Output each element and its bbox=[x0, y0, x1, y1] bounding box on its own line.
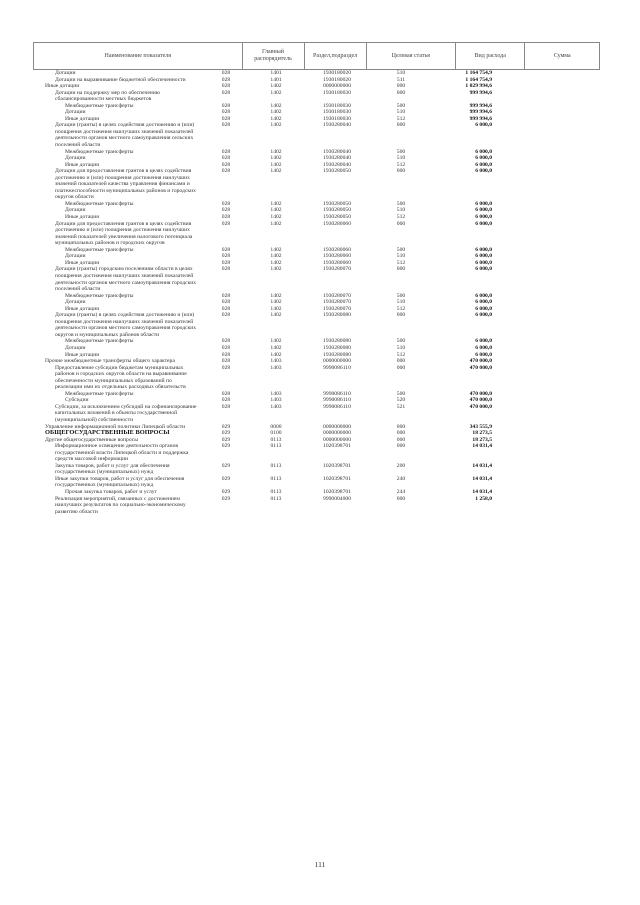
row-name: Иные дотации bbox=[65, 161, 100, 168]
row-section: 1402 bbox=[270, 214, 282, 221]
row-main-manager: 028 bbox=[221, 358, 231, 365]
row-target-article: 9990004000 bbox=[323, 495, 351, 502]
table-row bbox=[33, 122, 600, 148]
row-main-manager: 028 bbox=[221, 292, 231, 299]
table-row bbox=[33, 443, 600, 463]
row-main-manager: 028 bbox=[221, 305, 231, 312]
row-expense-type: 510 bbox=[396, 253, 406, 260]
row-target-article: 1930280070 bbox=[323, 299, 351, 306]
row-main-manager: 028 bbox=[221, 76, 231, 83]
row-section: 1401 bbox=[270, 70, 282, 76]
row-target-article: 1930280060 bbox=[323, 253, 351, 260]
row-target-article: 1930280080 bbox=[323, 344, 351, 351]
row-name: Иные дотации bbox=[65, 115, 100, 122]
table-row bbox=[33, 168, 600, 201]
row-main-manager: 029 bbox=[221, 430, 231, 437]
row-target-article: 1930280080 bbox=[323, 351, 351, 358]
row-sum: 470 000,0 bbox=[469, 358, 492, 365]
row-name: Иные дотации bbox=[65, 351, 100, 358]
row-sum: 999 994,6 bbox=[469, 89, 492, 96]
row-target-article: 1930280050 bbox=[323, 207, 351, 214]
row-expense-type: 510 bbox=[396, 299, 406, 306]
row-section: 0113 bbox=[270, 475, 282, 482]
row-name: Управление информационной политики Липецкой области bbox=[45, 423, 186, 430]
row-sum: 6 000,0 bbox=[475, 259, 492, 266]
row-section: 1402 bbox=[270, 155, 282, 162]
row-section: 1402 bbox=[270, 122, 282, 129]
row-name: Межбюджетные трансферты bbox=[65, 200, 134, 207]
row-expense-type: 512 bbox=[396, 161, 406, 168]
row-name: Дотации bbox=[55, 70, 76, 76]
row-name: Предоставление субсидии бюджетам муниципальных районов и городских округов области на выравнивание обеспеченности муниципальных образований по реализации ими их отдельных расходных обязательств bbox=[55, 364, 187, 391]
row-section: 1402 bbox=[270, 161, 282, 168]
row-target-article: 9990086110 bbox=[323, 403, 351, 410]
row-expense-type: 512 bbox=[396, 214, 406, 221]
row-expense-type: 500 bbox=[396, 246, 406, 253]
row-section: 0113 bbox=[270, 462, 282, 469]
row-main-manager: 028 bbox=[221, 220, 231, 227]
row-expense-type: 521 bbox=[396, 403, 406, 410]
row-sum: 6 000,0 bbox=[475, 155, 492, 162]
row-expense-type: 512 bbox=[396, 115, 406, 122]
row-sum: 14 031,4 bbox=[472, 489, 492, 495]
row-name: Межбюджетные трансферты bbox=[65, 102, 134, 109]
row-name: Дотации bbox=[65, 344, 86, 351]
row-expense-type: 000 bbox=[396, 220, 406, 227]
row-sum: 6 000,0 bbox=[475, 351, 492, 358]
row-main-manager: 028 bbox=[221, 403, 231, 410]
row-main-manager: 029 bbox=[221, 436, 231, 443]
table-row bbox=[33, 404, 600, 424]
row-target-article: 1930180020 bbox=[323, 76, 351, 83]
row-section: 1402 bbox=[270, 253, 282, 260]
header-section: Раздел,подраздел bbox=[304, 43, 366, 70]
row-main-manager: 028 bbox=[221, 109, 231, 116]
row-expense-type: 510 bbox=[396, 155, 406, 162]
row-main-manager: 028 bbox=[221, 214, 231, 221]
row-sum: 6 000,0 bbox=[475, 161, 492, 168]
row-sum: 6 000,0 bbox=[475, 299, 492, 306]
row-sum: 1 164 754,9 bbox=[465, 76, 492, 83]
row-sum: 343 555,9 bbox=[469, 423, 492, 430]
row-sum: 6 000,0 bbox=[475, 246, 492, 253]
row-section: 1403 bbox=[270, 390, 282, 397]
row-name: Реализация мероприятий, связанных с достижением наилучших результатов по социально-экономическому развитию области bbox=[55, 495, 186, 515]
row-name: Дотации для предоставления грантов в целях содействия достижению и (или) поощрения достижения наилучших значений показателей качества управления финансами и платежеспособности муниципальных районов и городских округов области bbox=[55, 168, 196, 201]
row-main-manager: 029 bbox=[221, 443, 231, 450]
row-section: 1402 bbox=[270, 305, 282, 312]
table-row bbox=[33, 365, 600, 391]
row-section: 1402 bbox=[270, 83, 282, 90]
row-section: 1402 bbox=[270, 148, 282, 155]
row-target-article: 9990086110 bbox=[323, 364, 351, 371]
row-target-article: 0000000000 bbox=[323, 358, 351, 365]
row-name: Межбюджетные трансферты bbox=[65, 148, 134, 155]
row-name: Дотации bbox=[65, 109, 86, 116]
row-target-article: 1020398701 bbox=[323, 443, 351, 450]
row-target-article: 1930280040 bbox=[323, 155, 351, 162]
row-sum: 6 000,0 bbox=[475, 266, 492, 273]
row-target-article: 9990086110 bbox=[323, 390, 351, 397]
header-sum: Сумма bbox=[525, 43, 600, 70]
row-expense-type: 000 bbox=[396, 168, 406, 175]
row-section: 1402 bbox=[270, 220, 282, 227]
row-sum: 6 000,0 bbox=[475, 253, 492, 260]
row-sum: 6 000,0 bbox=[475, 312, 492, 319]
row-expense-type: 000 bbox=[396, 495, 406, 502]
row-sum: 6 000,0 bbox=[475, 168, 492, 175]
row-name: Иные дотации bbox=[65, 305, 100, 312]
row-target-article: 0000000000 bbox=[323, 430, 351, 437]
row-target-article: 1930280070 bbox=[323, 305, 351, 312]
row-section: 1402 bbox=[270, 168, 282, 175]
row-main-manager: 028 bbox=[221, 155, 231, 162]
row-target-article: 1930280050 bbox=[323, 168, 351, 175]
row-main-manager: 028 bbox=[221, 390, 231, 397]
row-sum: 18 273,5 bbox=[472, 436, 492, 443]
row-expense-type: 000 bbox=[396, 364, 406, 371]
row-main-manager: 028 bbox=[221, 83, 231, 90]
row-section: 1402 bbox=[270, 299, 282, 306]
row-name: ОБЩЕГОСУДАРСТВЕННЫЕ ВОПРОСЫ bbox=[45, 430, 170, 437]
row-sum: 999 994,6 bbox=[469, 115, 492, 122]
row-section: 0100 bbox=[270, 430, 282, 437]
row-main-manager: 028 bbox=[221, 253, 231, 260]
row-expense-type: 510 bbox=[396, 70, 406, 76]
row-name: Дотации для предоставления грантов в целях содействия достижению и (или) поощрения достижения наилучших значений показателей увеличения налогового потенциала муниципальных районов и городских округов bbox=[55, 220, 193, 247]
row-name: Дотации bbox=[65, 155, 86, 162]
table-row bbox=[33, 476, 600, 489]
row-main-manager: 029 bbox=[221, 495, 231, 502]
row-main-manager: 028 bbox=[221, 161, 231, 168]
row-target-article: 1930180020 bbox=[323, 70, 351, 76]
row-sum: 6 000,0 bbox=[475, 338, 492, 345]
row-main-manager: 028 bbox=[221, 70, 231, 76]
row-expense-type: 512 bbox=[396, 305, 406, 312]
row-name: Дотации bbox=[65, 207, 86, 214]
row-section: 1402 bbox=[270, 89, 282, 96]
row-name: Дотации на выравнивание бюджетной обеспеченности bbox=[55, 76, 186, 83]
row-sum: 1 164 754,9 bbox=[465, 70, 492, 76]
row-target-article: 9990086110 bbox=[323, 397, 351, 404]
row-section: 1403 bbox=[270, 358, 282, 365]
row-main-manager: 029 bbox=[221, 423, 231, 430]
row-section: 1402 bbox=[270, 338, 282, 345]
row-sum: 14 031,4 bbox=[472, 475, 492, 482]
row-target-article: 1930280070 bbox=[323, 266, 351, 273]
row-name: Иные дотации bbox=[65, 214, 100, 221]
row-main-manager: 028 bbox=[221, 200, 231, 207]
row-target-article: 1930180030 bbox=[323, 115, 351, 122]
row-expense-type: 000 bbox=[396, 266, 406, 273]
row-target-article: 1930180030 bbox=[323, 89, 351, 96]
row-sum: 6 000,0 bbox=[475, 207, 492, 214]
row-expense-type: 000 bbox=[396, 83, 406, 90]
row-sum: 999 994,6 bbox=[469, 109, 492, 116]
row-main-manager: 028 bbox=[221, 115, 231, 122]
row-expense-type: 000 bbox=[396, 122, 406, 129]
table-row bbox=[33, 496, 600, 516]
table-row bbox=[33, 221, 600, 247]
row-section: 1402 bbox=[270, 259, 282, 266]
row-target-article: 1020398701 bbox=[323, 462, 351, 469]
row-sum: 470 000,0 bbox=[469, 403, 492, 410]
row-section: 1403 bbox=[270, 364, 282, 371]
row-section: 0113 bbox=[270, 495, 282, 502]
row-name: Прочая закупка товаров, работ и услуг bbox=[65, 489, 157, 495]
row-name: Иные закупки товаров, работ и услуг для обеспечения государственных (муниципальных) нужд bbox=[55, 475, 185, 489]
row-name: Иные дотации bbox=[65, 259, 100, 266]
table-body bbox=[33, 70, 600, 515]
row-main-manager: 028 bbox=[221, 246, 231, 253]
row-target-article: 1930280050 bbox=[323, 200, 351, 207]
table-header bbox=[33, 42, 600, 70]
row-name: Иные дотации bbox=[45, 83, 80, 90]
row-main-manager: 028 bbox=[221, 351, 231, 358]
row-expense-type: 000 bbox=[396, 443, 406, 450]
row-sum: 6 000,0 bbox=[475, 305, 492, 312]
row-sum: 6 000,0 bbox=[475, 292, 492, 299]
row-name: Дотации (гранты) в целях содействия достижению и (или) поощрения достижения наилучших значений показателей деятельности органов местного самоуправления сельских поселений области bbox=[55, 122, 195, 149]
row-expense-type: 500 bbox=[396, 338, 406, 345]
row-name: Межбюджетные трансферты bbox=[65, 246, 134, 253]
row-target-article: 1930280040 bbox=[323, 148, 351, 155]
row-sum: 18 273,5 bbox=[472, 430, 492, 437]
header-expense-type: Вид расхода bbox=[455, 43, 525, 70]
row-target-article: 1930280070 bbox=[323, 292, 351, 299]
row-main-manager: 029 bbox=[221, 489, 231, 495]
row-expense-type: 520 bbox=[396, 397, 406, 404]
row-target-article: 0000000000 bbox=[323, 423, 351, 430]
row-section: 1402 bbox=[270, 344, 282, 351]
row-main-manager: 028 bbox=[221, 148, 231, 155]
row-target-article: 1930280040 bbox=[323, 161, 351, 168]
table-row bbox=[33, 90, 600, 103]
row-name: Межбюджетные трансферты bbox=[65, 338, 134, 345]
row-section: 0000 bbox=[270, 423, 282, 430]
row-name: Дотации bbox=[65, 253, 86, 260]
row-section: 1402 bbox=[270, 115, 282, 122]
row-main-manager: 028 bbox=[221, 299, 231, 306]
row-expense-type: 200 bbox=[396, 462, 406, 469]
row-main-manager: 028 bbox=[221, 122, 231, 129]
row-section: 1402 bbox=[270, 109, 282, 116]
row-main-manager: 028 bbox=[221, 344, 231, 351]
row-target-article: 0000000000 bbox=[323, 436, 351, 443]
row-expense-type: 512 bbox=[396, 351, 406, 358]
row-main-manager: 028 bbox=[221, 102, 231, 109]
row-expense-type: 511 bbox=[396, 76, 406, 83]
row-section: 1402 bbox=[270, 207, 282, 214]
row-name: Закупка товаров, работ и услуг для обеспечения государственных (муниципальных) нужд bbox=[55, 462, 170, 476]
row-expense-type: 500 bbox=[396, 102, 406, 109]
row-expense-type: 000 bbox=[396, 423, 406, 430]
row-section: 1403 bbox=[270, 397, 282, 404]
row-target-article: 1930280080 bbox=[323, 312, 351, 319]
row-sum: 470 000,0 bbox=[469, 397, 492, 404]
row-sum: 6 000,0 bbox=[475, 220, 492, 227]
row-target-article: 1930280060 bbox=[323, 259, 351, 266]
row-target-article: 1930280050 bbox=[323, 214, 351, 221]
row-target-article: 1020398701 bbox=[323, 489, 351, 495]
row-section: 1402 bbox=[270, 292, 282, 299]
row-target-article: 1930280060 bbox=[323, 246, 351, 253]
row-main-manager: 028 bbox=[221, 168, 231, 175]
row-name: Субсидии bbox=[65, 397, 89, 404]
row-expense-type: 500 bbox=[396, 148, 406, 155]
row-main-manager: 028 bbox=[221, 364, 231, 371]
table-row bbox=[33, 266, 600, 292]
row-name: Дотации на поддержку мер по обеспечению сбалансированности местных бюджетов bbox=[55, 89, 160, 103]
row-section: 1402 bbox=[270, 246, 282, 253]
row-name: Дотации (гранты) в целях содействия достижению и (или) поощрения достижения наилучших значений показателей деятельности органов местного самоуправления городских округов и муниципальных районов области bbox=[55, 312, 197, 338]
row-name: Межбюджетные трансферты bbox=[65, 390, 134, 397]
row-target-article: 0000000000 bbox=[323, 83, 351, 90]
row-sum: 470 000,0 bbox=[469, 390, 492, 397]
row-expense-type: 500 bbox=[396, 292, 406, 299]
row-expense-type: 000 bbox=[396, 89, 406, 96]
row-expense-type: 500 bbox=[396, 200, 406, 207]
row-sum: 6 000,0 bbox=[475, 214, 492, 221]
row-sum: 14 031,4 bbox=[472, 462, 492, 469]
row-section: 1403 bbox=[270, 403, 282, 410]
row-target-article: 1930180030 bbox=[323, 109, 351, 116]
row-section: 0113 bbox=[270, 436, 282, 443]
row-main-manager: 028 bbox=[221, 338, 231, 345]
row-expense-type: 512 bbox=[396, 259, 406, 266]
row-section: 1402 bbox=[270, 312, 282, 319]
row-expense-type: 240 bbox=[396, 475, 406, 482]
row-name: Межбюджетные трансферты bbox=[65, 292, 134, 299]
row-section: 1402 bbox=[270, 200, 282, 207]
row-main-manager: 028 bbox=[221, 89, 231, 96]
row-target-article: 1930180030 bbox=[323, 102, 351, 109]
table-row bbox=[33, 312, 600, 338]
row-name: Дотации (гранты) городским поселениям области в целях поощрения достижения наилучших значений показателей деятельности органов местного самоуправления городских поселений области bbox=[55, 266, 197, 293]
row-expense-type: 000 bbox=[396, 436, 406, 443]
header-target-article: Целевая статья bbox=[366, 43, 455, 70]
row-expense-type: 510 bbox=[396, 344, 406, 351]
row-main-manager: 028 bbox=[221, 266, 231, 273]
row-sum: 6 000,0 bbox=[475, 122, 492, 129]
row-target-article: 1930280040 bbox=[323, 122, 351, 129]
row-name: Другие общегосударственные вопросы bbox=[45, 436, 139, 443]
row-sum: 1 258,0 bbox=[475, 495, 492, 502]
row-sum: 6 000,0 bbox=[475, 148, 492, 155]
row-expense-type: 510 bbox=[396, 207, 406, 214]
row-expense-type: 244 bbox=[396, 489, 406, 495]
row-expense-type: 000 bbox=[396, 312, 406, 319]
row-sum: 1 029 994,6 bbox=[465, 83, 492, 90]
row-section: 1401 bbox=[270, 76, 282, 83]
row-main-manager: 028 bbox=[221, 397, 231, 404]
header-name: Наименование показателя bbox=[34, 43, 243, 70]
row-section: 1402 bbox=[270, 102, 282, 109]
row-target-article: 1930280080 bbox=[323, 338, 351, 345]
row-name: Информационное освещение деятельности органов государственной власти Липецкой области и поддержка средств массовой информации bbox=[55, 443, 189, 463]
row-sum: 470 000,0 bbox=[469, 364, 492, 371]
row-main-manager: 029 bbox=[221, 462, 231, 469]
row-sum: 999 994,6 bbox=[469, 102, 492, 109]
row-sum: 6 000,0 bbox=[475, 344, 492, 351]
row-main-manager: 028 bbox=[221, 207, 231, 214]
row-section: 0113 bbox=[270, 443, 282, 450]
row-name: Дотации bbox=[65, 299, 86, 306]
row-sum: 6 000,0 bbox=[475, 200, 492, 207]
row-main-manager: 028 bbox=[221, 312, 231, 319]
row-expense-type: 500 bbox=[396, 390, 406, 397]
row-main-manager: 029 bbox=[221, 475, 231, 482]
row-target-article: 1930280060 bbox=[323, 220, 351, 227]
page-number: 111 bbox=[314, 860, 326, 869]
table-row bbox=[33, 463, 600, 476]
row-main-manager: 028 bbox=[221, 259, 231, 266]
row-expense-type: 510 bbox=[396, 109, 406, 116]
row-target-article: 1020398701 bbox=[323, 475, 351, 482]
row-section: 0113 bbox=[270, 489, 282, 495]
row-section: 1402 bbox=[270, 351, 282, 358]
row-sum: 14 031,4 bbox=[472, 443, 492, 450]
row-expense-type: 000 bbox=[396, 358, 406, 365]
row-name: Прочие межбюджетные трансферты общего характера bbox=[45, 358, 175, 365]
row-expense-type: 000 bbox=[396, 430, 406, 437]
header-main-manager: Главный распорядитель bbox=[242, 43, 304, 70]
row-name: Субсидии, за исключением субсидий на софинансирование капитальных вложений в объекты государственной (муниципальной) собственности bbox=[55, 403, 197, 423]
row-section: 1402 bbox=[270, 266, 282, 273]
